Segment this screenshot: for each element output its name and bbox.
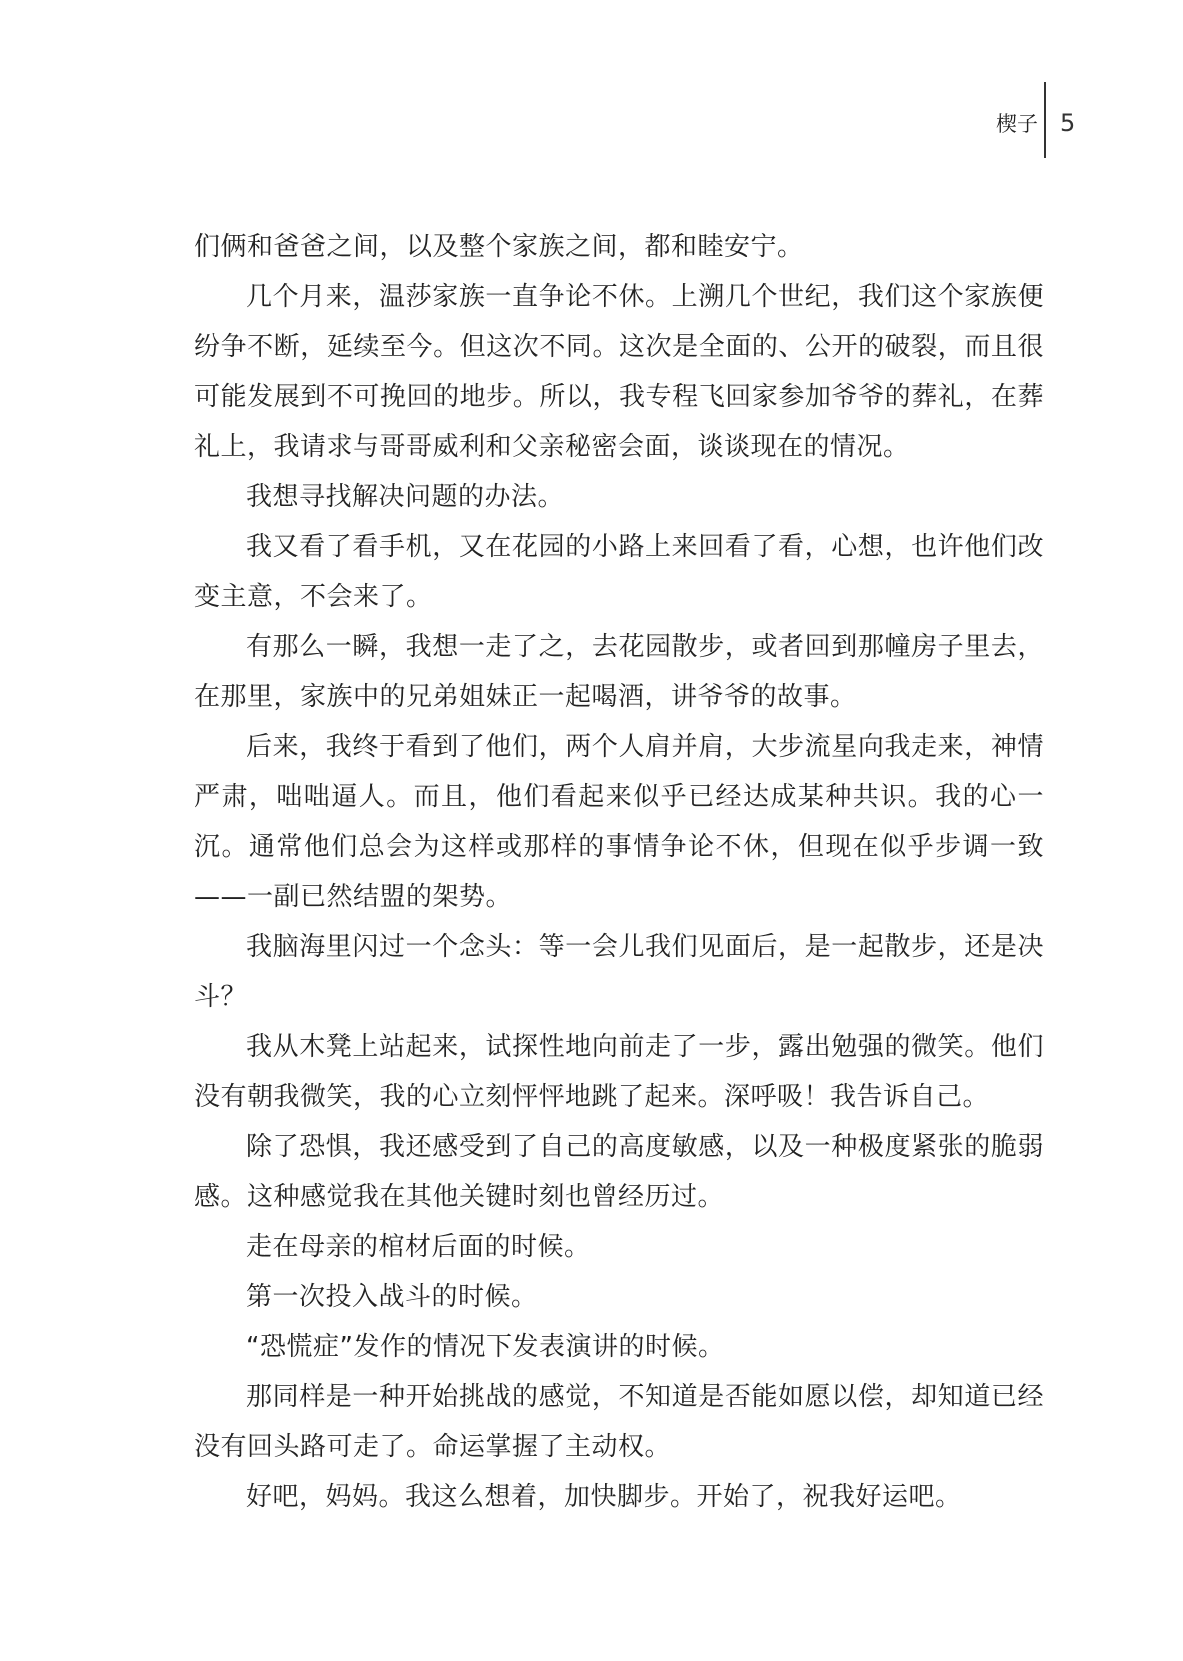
paragraph: 第一次投入战斗的时候。 xyxy=(246,1282,538,1312)
paragraph: 后来，我终于看到了他们，两个人肩并肩，大步流星向我走来，神情严肃，咄咄逼人。而且，他们看起来似乎已经达成某种共识。我的心一沉。通常他们总会为这样或那样的事情争论不休，但现在似乎步调一致——一副已然结盟的架势。 xyxy=(194,732,1044,912)
paragraph: 我脑海里闪过一个念头：等一会儿我们见面后，是一起散步，还是决斗？ xyxy=(194,932,1044,1012)
paragraph: 几个月来，温莎家族一直争论不休。上溯几个世纪，我们这个家族便纷争不断，延续至今。但这次不同。这次是全面的、公开的破裂，而且很可能发展到不可挽回的地步。所以，我专程飞回家参加爷爷的葬礼，在葬礼上，我请求与哥哥威利和父亲秘密会面，谈谈现在的情况。 xyxy=(194,282,1044,462)
body-text xyxy=(194,222,1044,1522)
paragraph: 那同样是一种开始挑战的感觉，不知道是否能如愿以偿，却知道已经没有回头路可走了。命运掌握了主动权。 xyxy=(194,1382,1044,1462)
paragraph: 有那么一瞬，我想一走了之，去花园散步，或者回到那幢房子里去，在那里，家族中的兄弟姐妹正一起喝酒，讲爷爷的故事。 xyxy=(194,632,1044,712)
paragraph: 我又看了看手机，又在花园的小路上来回看了看，心想，也许他们改变主意，不会来了。 xyxy=(194,532,1044,612)
page-number: 5 xyxy=(1060,109,1076,137)
paragraph: 除了恐惧，我还感受到了自己的高度敏感，以及一种极度紧张的脆弱感。这种感觉我在其他关键时刻也曾经历过。 xyxy=(194,1132,1044,1212)
header-section-title: 楔子 xyxy=(996,112,1038,136)
paragraph: 好吧，妈妈。我这么想着，加快脚步。开始了，祝我好运吧。 xyxy=(246,1482,962,1512)
paragraph: 走在母亲的棺材后面的时候。 xyxy=(246,1232,591,1262)
running-header xyxy=(960,82,1080,158)
paragraph-continued: 们俩和爸爸之间，以及整个家族之间，都和睦安宁。 xyxy=(194,232,804,262)
header-divider xyxy=(1044,82,1046,158)
paragraph: 我从木凳上站起来，试探性地向前走了一步，露出勉强的微笑。他们没有朝我微笑，我的心立刻怦怦地跳了起来。深呼吸！我告诉自己。 xyxy=(194,1032,1044,1112)
paragraph: 我想寻找解决问题的办法。 xyxy=(246,482,565,512)
paragraph: “恐慌症”发作的情况下发表演讲的时候。 xyxy=(246,1332,725,1362)
